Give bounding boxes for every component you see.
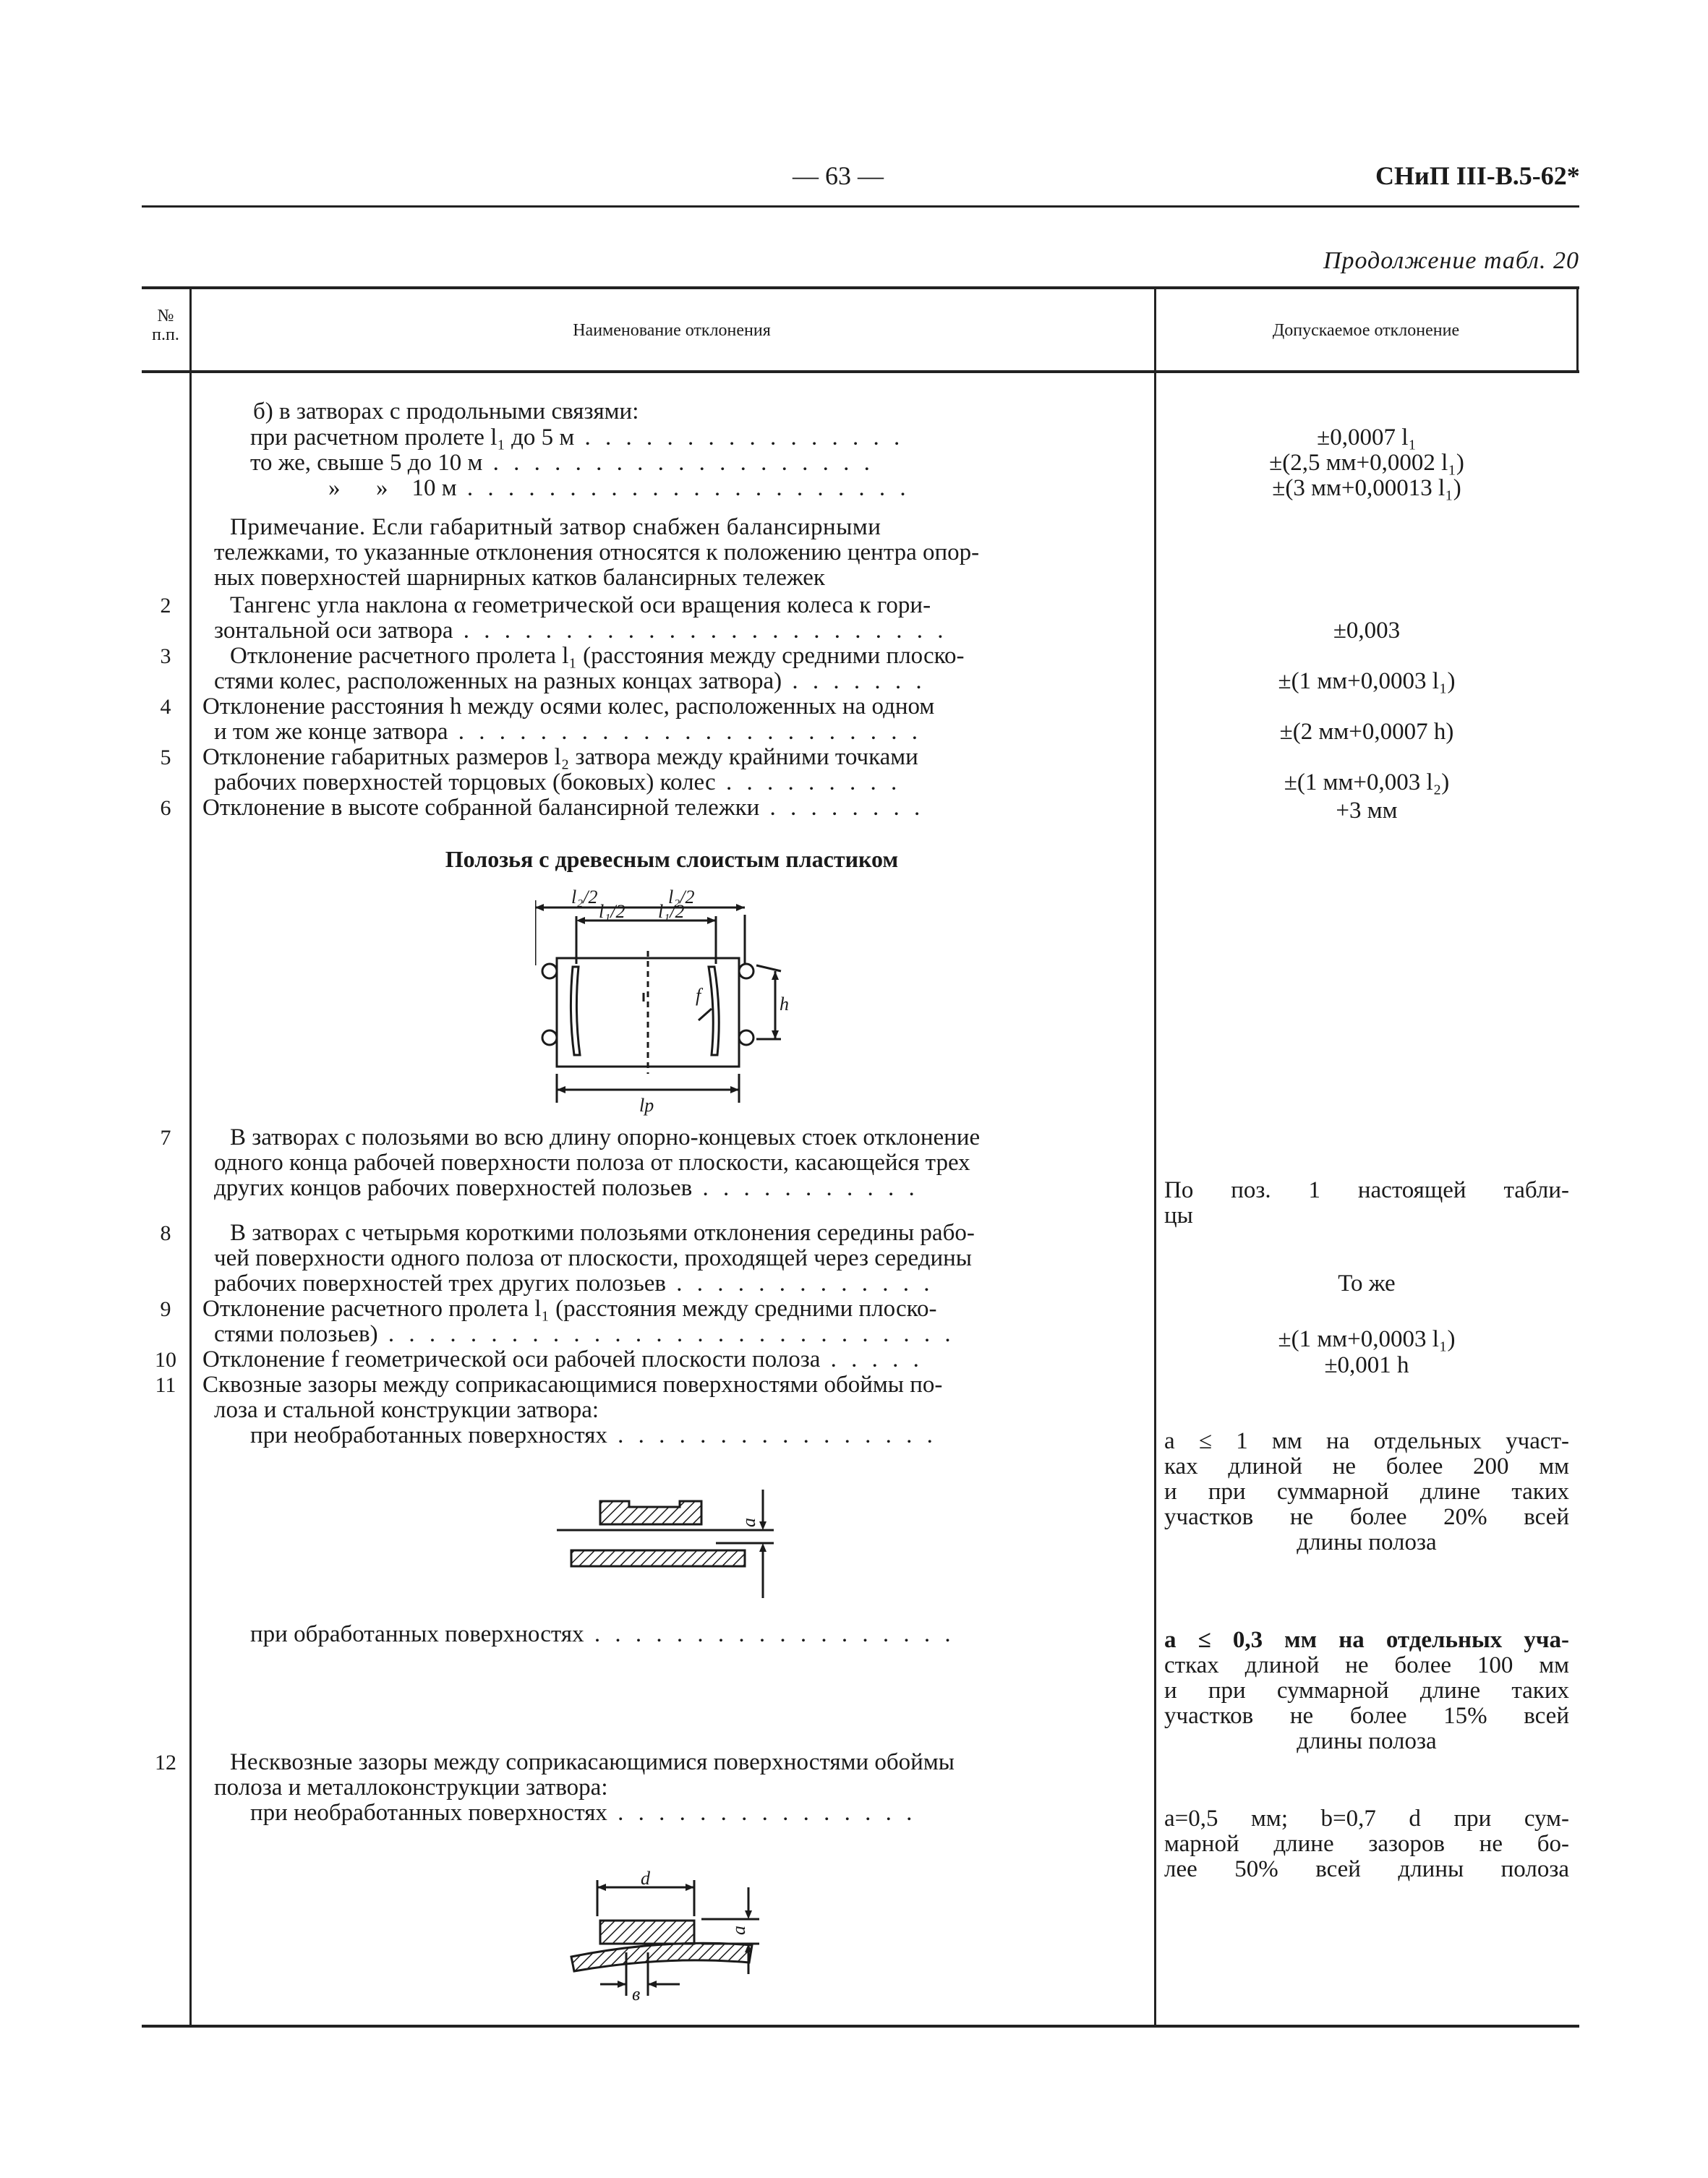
row-11a-value-line-4: участков не более 20% всей — [1164, 1504, 1569, 1530]
figure-through-gap — [557, 1475, 788, 1605]
row-b3-text: » » 10 м . . . . . . . . . . . . . . . . . . . . . . — [328, 475, 910, 501]
row-12-value-line-2: марной длине зазоров не бо- — [1164, 1831, 1569, 1857]
row-11b-value-line-4: участков не более 15% всей — [1164, 1703, 1569, 1729]
row-7-line-1: В затворах с полозьями во всю длину опорно-концевых стоек отклонение — [230, 1124, 981, 1150]
row-8-line-2: чей поверхности одного полоза от плоскости, проходящей через середины — [214, 1245, 972, 1271]
fig1-label-f: f — [696, 985, 701, 1006]
row-b1-text: при расчетном пролете l₁ до 5 м . . . . . . . . . . . . . . . . — [250, 424, 905, 450]
fig1-label-l1-right: l₁/2 — [658, 901, 685, 922]
row-7-line-2: одного конца рабочей поверхности полоза от плоскости, касающейся трех — [214, 1150, 970, 1176]
note-line-3: ных поверхностей шарнирных катков балансирных тележек — [214, 565, 825, 591]
fig1-label-h: h — [780, 994, 789, 1015]
row-5-number: 5 — [160, 746, 171, 769]
fig2-label-a: a — [738, 1518, 759, 1527]
row-6-value: +3 мм — [1336, 798, 1398, 824]
row-9-value: ±(1 мм+0,0003 l₁) — [1278, 1326, 1456, 1352]
row-11a-text: при необработанных поверхностях . . . . . . . . . . . . . . . . — [250, 1422, 937, 1448]
row-12-number: 12 — [155, 1751, 176, 1775]
section-title: Полозья с древесным слоистым пластиком — [445, 846, 899, 872]
fig1-label-l2-right: l₂/2 — [668, 887, 695, 908]
row-b3-value: ±(3 мм+0,00013 l₁) — [1272, 475, 1461, 501]
fig3-label-d: d — [641, 1868, 650, 1889]
row-7-number: 7 — [160, 1126, 171, 1150]
table-bottom-rule — [142, 2025, 1579, 2028]
row-8-value: То же — [1338, 1270, 1396, 1297]
row-2-line-1: Тангенс угла наклона α геометрической оси вращения колеса к гори- — [230, 592, 931, 618]
table-top-rule — [142, 286, 1579, 289]
row-8-line-3: рабочих поверхностей трех других полозьев . . . . . . . . . . . . . — [214, 1270, 934, 1297]
row-11-line-2: лоза и стальной конструкции затвора: — [214, 1397, 599, 1423]
row-10-number: 10 — [155, 1348, 176, 1372]
row-2-line-2: зонтальной оси затвора . . . . . . . . . . . . . . . . . . . . . . . . — [214, 618, 948, 644]
row-10-value: ±0,001 h — [1324, 1352, 1409, 1378]
row-12-line-1: Несквозные зазоры между соприкасающимися поверхностями обоймы — [230, 1749, 955, 1775]
row-11a-value-line-3: и при суммарной длине таких — [1164, 1479, 1569, 1505]
row-12-value-line-1: a=0,5 мм; b=0,7 d при сум- — [1164, 1806, 1569, 1832]
row-b2-text: то же, свыше 5 до 10 м . . . . . . . . . . . . . . . . . . . — [250, 450, 874, 476]
row-7-value-line-1: По поз. 1 настоящей табли- — [1164, 1177, 1569, 1203]
page-number: — 63 — — [793, 161, 884, 190]
row-11b-value-line-3: и при суммарной длине таких — [1164, 1678, 1569, 1704]
note-line-2: тележками, то указанные отклонения относятся к положению центра опор- — [214, 539, 980, 565]
row-9-line-2: стями полозьев) . . . . . . . . . . . . . . . . . . . . . . . . . . . . — [214, 1321, 955, 1347]
row-4-number: 4 — [160, 695, 171, 719]
row-5-value: ±(1 мм+0,003 l₂) — [1284, 769, 1450, 795]
row-2-number: 2 — [160, 594, 171, 618]
row-4-line-2: и том же конце затвора . . . . . . . . . . . . . . . . . . . . . . . — [214, 719, 922, 745]
row-3-number: 3 — [160, 644, 171, 668]
row-3-line-2: стями колес, расположенных на разных концах затвора) . . . . . . . — [214, 668, 926, 694]
row-7-line-3: других концов рабочих поверхностей полозьев . . . . . . . . . . . — [214, 1175, 919, 1201]
document-code: СНиП III-В.5-62* — [1375, 161, 1580, 190]
row-8-number: 8 — [160, 1221, 171, 1245]
row-12-value-line-3: лее 50% всей длины полоза — [1164, 1856, 1569, 1882]
row-7-value-line-2: цы — [1164, 1203, 1193, 1229]
row-11a-value-line-2: ках длиной не более 200 мм — [1164, 1453, 1569, 1479]
row-5-line-2: рабочих поверхностей торцовых (боковых) колес . . . . . . . . . — [214, 769, 902, 795]
figure-slide-layout — [535, 886, 810, 1117]
row-11b-value-line-1: a ≤ 0,3 мм на отдельных уча- — [1164, 1627, 1569, 1653]
row-8-line-1: В затворах с четырьмя короткими полозьями отклонения середины рабо- — [230, 1220, 975, 1246]
figure-blind-gap — [557, 1866, 788, 2003]
row-4-line-1: Отклонение расстояния h между осями колес, расположенных на одном — [202, 693, 935, 719]
fig3-label-b: в — [632, 1983, 641, 2003]
row-12-line-2: полоза и металлоконструкции затвора: — [214, 1775, 608, 1801]
row-3-value: ±(1 мм+0,0003 l₁) — [1278, 668, 1456, 694]
column-divider-3 — [1576, 286, 1579, 373]
fig1-label-l2-left: l₂/2 — [571, 887, 598, 908]
table-continuation-label: Продолжение табл. 20 — [1323, 247, 1579, 274]
row-11b-text: при обработанных поверхностях . . . . . . . . . . . . . . . . . . — [250, 1621, 955, 1647]
row-b-title: б) в затворах с продольными связями: — [253, 398, 639, 424]
row-9-line-1: Отклонение расчетного пролета l₁ (расстояния между средними плоско- — [202, 1296, 937, 1322]
column-header-tolerance: Допускаемое отклонение — [1272, 321, 1460, 340]
fig3-label-a: a — [728, 1926, 749, 1935]
column-header-number: № п.п. — [152, 307, 179, 344]
row-3-line-1: Отклонение расчетного пролета l₁ (расстояния между средними плоско- — [230, 643, 965, 669]
row-4-value: ±(2 мм+0,0007 h) — [1279, 719, 1454, 745]
row-10-line-1: Отклонение f геометрической оси рабочей плоскости полоза . . . . . — [202, 1346, 923, 1372]
row-9-number: 9 — [160, 1297, 171, 1321]
row-11-number: 11 — [155, 1373, 176, 1397]
row-11-line-1: Сквозные зазоры между соприкасающимися поверхностями обоймы по- — [202, 1372, 943, 1398]
row-6-number: 6 — [160, 796, 171, 820]
row-b1-value: ±0,0007 l₁ — [1317, 424, 1417, 450]
row-11a-value-line-1: a ≤ 1 мм на отдельных участ- — [1164, 1428, 1569, 1454]
row-12a-text: при необработанных поверхностях . . . . . . . . . . . . . . . — [250, 1800, 917, 1826]
row-11b-value-line-5: длины полоза — [1297, 1728, 1437, 1754]
header-rule — [142, 205, 1579, 208]
fig1-label-l1-left: l₁/2 — [599, 901, 625, 922]
fig1-label-lp: lр — [639, 1095, 654, 1116]
column-header-name: Наименование отклонения — [573, 321, 771, 340]
row-6-line-1: Отклонение в высоте собранной балансирной тележки . . . . . . . . — [202, 795, 925, 821]
row-2-value: ±0,003 — [1333, 618, 1401, 644]
column-divider-1 — [189, 286, 192, 2026]
row-b2-value: ±(2,5 мм+0,0002 l₁) — [1269, 450, 1464, 476]
row-5-line-1: Отклонение габаритных размеров l₂ затвора между крайними точками — [202, 744, 918, 770]
table-head-rule — [142, 370, 1579, 373]
note-line-1: Примечание. Если габаритный затвор снабжен балансирными — [230, 514, 881, 540]
row-11a-value-line-5: длины полоза — [1297, 1529, 1437, 1555]
row-11b-value-line-2: стках длиной не более 100 мм — [1164, 1652, 1569, 1678]
